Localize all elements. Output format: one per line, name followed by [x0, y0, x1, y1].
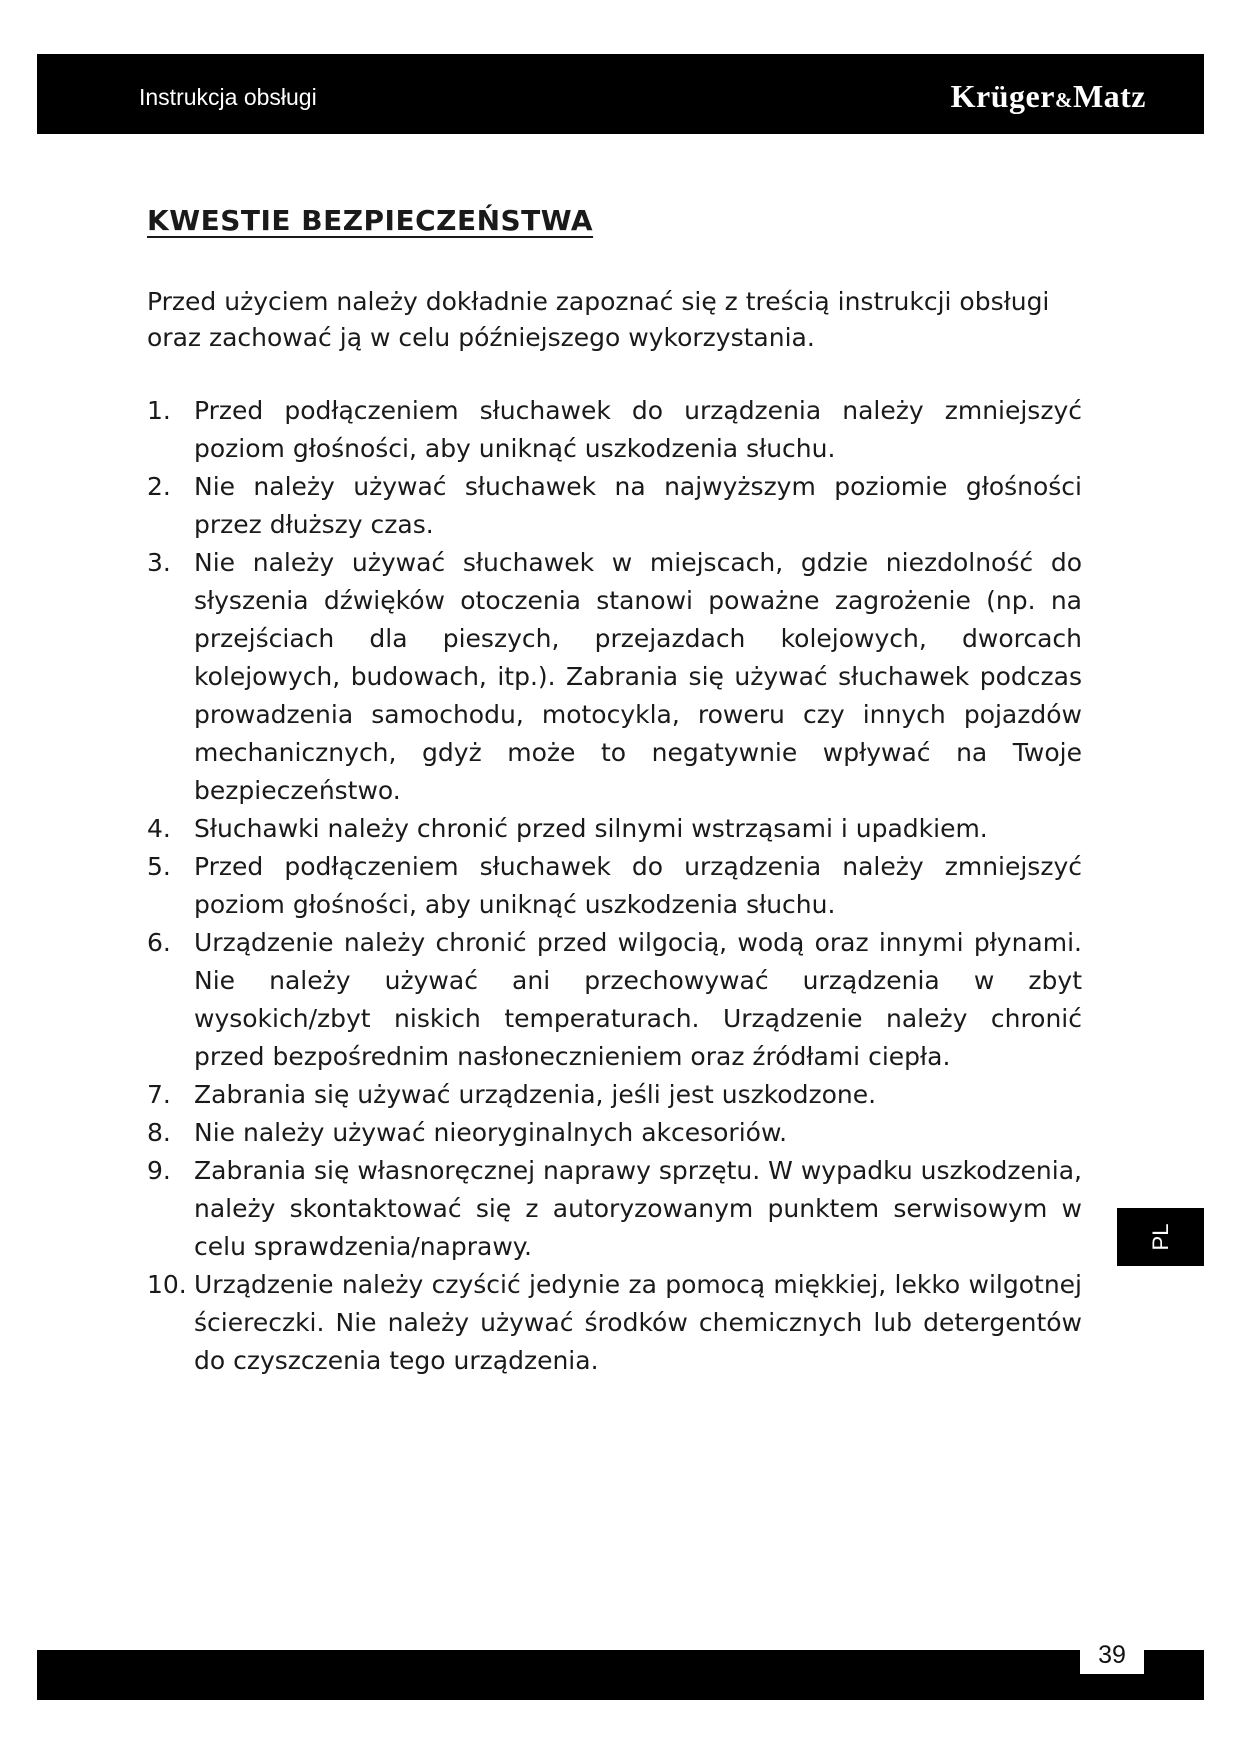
list-item [147, 392, 1082, 468]
list-item [147, 924, 1082, 1076]
item-number: 10. [147, 1270, 187, 1299]
item-number: 6. [147, 928, 171, 957]
language-tab-label: PL [1147, 1223, 1173, 1251]
list-item [147, 544, 1082, 810]
item-number: 7. [147, 1080, 171, 1109]
page-number: 39 [1080, 1636, 1144, 1674]
item-number: 5. [147, 852, 171, 881]
item-text: Przed podłączeniem słuchawek do urządzenia należy zmniejszyć poziom głośności, aby uniknąć uszkodzenia słuchu. [194, 852, 1082, 919]
item-text: Urządzenie należy czyścić jedynie za pomocą miękkiej, lekko wilgotnej ściereczki. Nie należy używać środków chemicznych lub detergentów do czyszczenia tego urządzenia. [194, 1270, 1082, 1375]
list-item [147, 1152, 1082, 1266]
item-number: 8. [147, 1118, 171, 1147]
item-text: Przed podłączeniem słuchawek do urządzenia należy zmniejszyć poziom głośności, aby uniknąć uszkodzenia słuchu. [194, 396, 1082, 463]
list-item [147, 810, 1082, 848]
item-number: 1. [147, 396, 171, 425]
safety-list [147, 392, 1082, 1380]
list-item [147, 848, 1082, 924]
list-item [147, 1114, 1082, 1152]
page-footer [37, 1650, 1204, 1700]
language-tab [1117, 1208, 1204, 1266]
list-item [147, 1266, 1082, 1380]
item-text: Zabrania się używać urządzenia, jeśli jest uszkodzone. [194, 1080, 877, 1109]
item-number: 2. [147, 472, 171, 501]
brand-logo: Krüger&Matz [950, 78, 1146, 114]
header-title: Instrukcja obsługi [139, 84, 317, 110]
item-text: Słuchawki należy chronić przed silnymi wstrząsami i upadkiem. [194, 814, 988, 843]
item-text: Nie należy używać słuchawek na najwyższym poziomie głośności przez dłuższy czas. [194, 472, 1082, 539]
item-number: 9. [147, 1156, 171, 1185]
item-text: Nie należy używać nieoryginalnych akcesoriów. [194, 1118, 788, 1147]
intro-paragraph: Przed użyciem należy dokładnie zapoznać się z treścią instrukcji obsługi oraz zachować ją w celu późniejszego wykorzystania. [147, 287, 1050, 352]
item-text: Urządzenie należy chronić przed wilgocią, wodą oraz innymi płynami. Nie należy używać ani przechowywać urządzenia w zbyt wysokich/zbyt niskich temperaturach. Urządzenie należy chronić przed bezpośrednim nasłonecznieniem oraz źródłami ciepła. [194, 928, 1082, 1071]
page-header [37, 54, 1204, 134]
item-number: 4. [147, 814, 171, 843]
item-text: Zabrania się własnoręcznej naprawy sprzętu. W wypadku uszkodzenia, należy skontaktować się z autoryzowanym punktem serwisowym w celu sprawdzenia/naprawy. [194, 1156, 1082, 1261]
item-text: Nie należy używać słuchawek w miejscach, gdzie niezdolność do słyszenia dźwięków otoczenia stanowi poważne zagrożenie (np. na przejściach dla pieszych, przejazdach kolejowych, dworcach kolejowych, budowach, itp.). Zabrania się używać słuchawek podczas prowadzenia samochodu, motocykla, roweru czy innych pojazdów mechanicznych, gdyż może to negatywnie wpływać na Twoje bezpieczeństwo. [194, 548, 1082, 805]
list-item [147, 1076, 1082, 1114]
item-number: 3. [147, 548, 171, 577]
list-item [147, 468, 1082, 544]
section-heading: KWESTIE BEZPIECZEŃSTWA [147, 204, 594, 237]
